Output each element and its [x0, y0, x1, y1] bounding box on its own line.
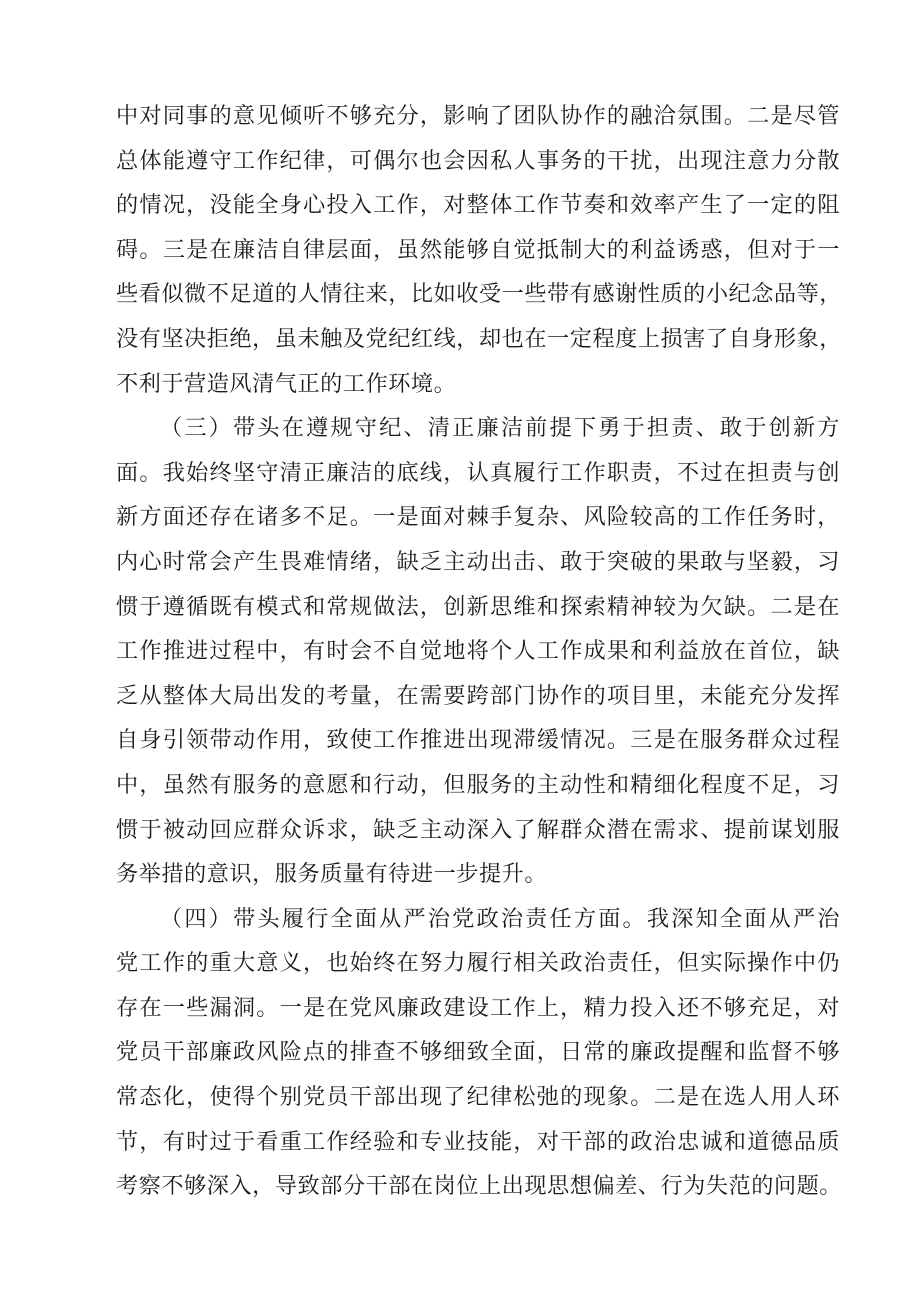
text-line: 乏从整体大局出发的考量，在需要跨部门协作的项目里，未能充分发挥 — [116, 682, 840, 709]
text-line: 党员干部廉政风险点的排查不够细致全面，日常的廉政提醒和监督不够 — [116, 1039, 840, 1066]
text-line: 节，有时过于看重工作经验和专业技能，对干部的政治忠诚和道德品质 — [116, 1128, 840, 1155]
section-heading-line: （四）带头履行全面从严治党政治责任方面。我深知全面从严治 — [160, 905, 840, 932]
text-line: 常态化，使得个别党员干部出现了纪律松弛的现象。二是在选人用人环 — [116, 1084, 840, 1111]
paragraph-section-4 — [116, 897, 840, 1209]
text-line: 党工作的重大意义，也始终在努力履行相关政治责任，但实际操作中仍 — [116, 950, 840, 977]
text-line: 中，虽然有服务的意愿和行动，但服务的主动性和精细化程度不足，习 — [116, 771, 840, 798]
paragraph-section-3 — [116, 406, 840, 897]
text-line: 惯于遵循既有模式和常规做法，创新思维和探索精神较为欠缺。二是在 — [116, 593, 840, 620]
text-line: 工作推进过程中，有时会不自觉地将个人工作成果和利益放在首位，缺 — [116, 638, 840, 665]
text-line: 面。我始终坚守清正廉洁的底线，认真履行工作职责，不过在担责与创 — [116, 459, 840, 486]
text-line: 考察不够深入，导致部分干部在岗位上出现思想偏差、行为失范的问题。 — [116, 1173, 842, 1200]
text-line: 不利于营造风清气正的工作环境。 — [116, 370, 457, 397]
text-line: 没有坚决拒绝，虽未触及党纪红线，却也在一定程度上损害了自身形象， — [116, 325, 842, 352]
text-line: 新方面还存在诸多不足。一是面对棘手复杂、风险较高的工作任务时， — [116, 504, 840, 531]
section-heading-line: （三）带头在遵规守纪、清正廉洁前提下勇于担责、敢于创新方 — [160, 415, 840, 442]
text-line: 内心时常会产生畏难情绪，缺乏主动出击、敢于突破的果敢与坚毅，习 — [116, 548, 840, 575]
text-line: 碍。三是在廉洁自律层面，虽然能够自觉抵制大的利益诱惑，但对于一 — [116, 236, 840, 263]
text-line: 务举措的意识，服务质量有待进一步提升。 — [116, 861, 548, 888]
text-line: 惯于被动回应群众诉求，缺乏主动深入了解群众潜在需求、提前谋划服 — [116, 816, 840, 843]
document-body — [116, 94, 840, 1209]
text-line: 些看似微不足道的人情往来，比如收受一些带有感谢性质的小纪念品等， — [116, 281, 842, 308]
text-line: 中对同事的意见倾听不够充分，影响了团队协作的融洽氛围。二是尽管 — [116, 103, 840, 129]
text-line: 自身引领带动作用，致使工作推进出现滞缓情况。三是在服务群众过程 — [116, 727, 840, 754]
paragraph-continued — [116, 94, 840, 406]
text-line: 存在一些漏洞。一是在党风廉政建设工作上，精力投入还不够充足，对 — [116, 994, 840, 1021]
text-line: 总体能遵守工作纪律，可偶尔也会因私人事务的干扰，出现注意力分散 — [116, 147, 840, 174]
text-line: 的情况，没能全身心投入工作，对整体工作节奏和效率产生了一定的阻 — [116, 192, 840, 219]
